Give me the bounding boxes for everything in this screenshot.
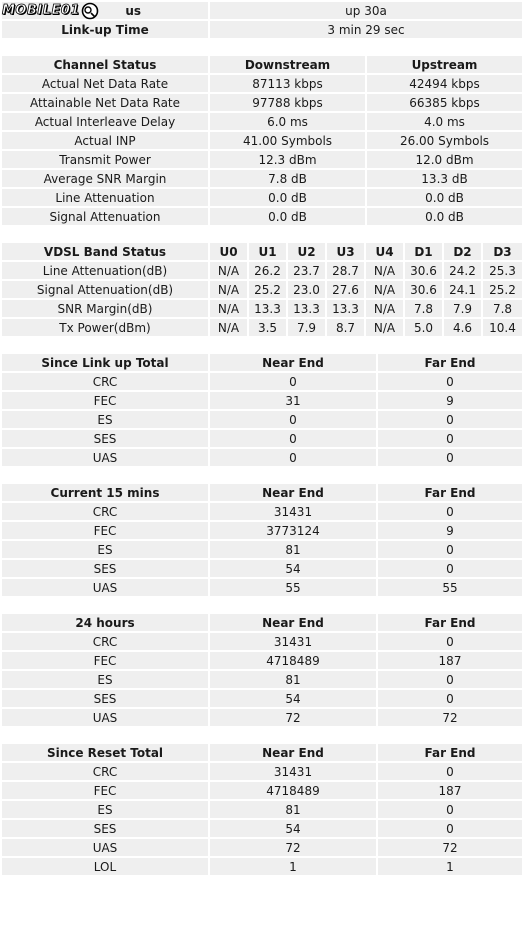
current-15-mins-table [0, 482, 524, 598]
far-end-value: 1 [378, 858, 522, 875]
far-end-value: 0 [378, 541, 522, 558]
far-end-value: 0 [378, 411, 522, 428]
near-end-value: 3773124 [210, 522, 376, 539]
far-end-value: 0 [378, 633, 522, 650]
row-label: FEC [2, 652, 208, 669]
row-label: ES [2, 801, 208, 818]
band-value: 13.3 [249, 300, 286, 317]
table-row [2, 671, 522, 688]
near-end-value: 54 [210, 820, 376, 837]
far-end-value: 0 [378, 763, 522, 780]
band-value: 7.9 [444, 300, 481, 317]
row-label: FEC [2, 392, 208, 409]
row-label: Line Attenuation(dB) [2, 262, 208, 279]
table-row [2, 94, 522, 111]
near-end-value: 72 [210, 709, 376, 726]
table-row [2, 858, 522, 875]
table-row [2, 170, 522, 187]
far-end-value: 0 [378, 430, 522, 447]
row-label: Actual Interleave Delay [2, 113, 208, 130]
column-header: VDSL Band Status [2, 243, 208, 260]
table-row [2, 503, 522, 520]
downstream-value: 12.3 dBm [210, 151, 365, 168]
table-row [2, 411, 522, 428]
table-header-row [2, 484, 522, 501]
far-end-value: 0 [378, 801, 522, 818]
table-row [2, 541, 522, 558]
link-up-time-value: 3 min 29 sec [210, 21, 522, 38]
near-end-value: 0 [210, 449, 376, 466]
band-value: 7.8 [405, 300, 442, 317]
far-end-value: 9 [378, 522, 522, 539]
far-end-value: 0 [378, 449, 522, 466]
upstream-value: 66385 kbps [367, 94, 522, 111]
row-label: UAS [2, 839, 208, 856]
far-end-value: 55 [378, 579, 522, 596]
row-label: FEC [2, 522, 208, 539]
far-end-value: 187 [378, 652, 522, 669]
near-end-value: 1 [210, 858, 376, 875]
row-label: Actual Net Data Rate [2, 75, 208, 92]
row-label: LOL [2, 858, 208, 875]
upstream-value: 0.0 dB [367, 189, 522, 206]
table-row [2, 113, 522, 130]
row-label: CRC [2, 633, 208, 650]
column-header: Current 15 mins [2, 484, 208, 501]
near-end-value: 55 [210, 579, 376, 596]
far-end-value: 187 [378, 782, 522, 799]
band-value: 30.6 [405, 281, 442, 298]
downstream-value: 7.8 dB [210, 170, 365, 187]
column-header: D1 [405, 243, 442, 260]
near-end-value: 54 [210, 560, 376, 577]
band-value: 4.6 [444, 319, 481, 336]
far-end-value: 9 [378, 392, 522, 409]
table-row [2, 449, 522, 466]
row-label: Actual INP [2, 132, 208, 149]
row-label: Line Attenuation [2, 189, 208, 206]
table-row [2, 189, 522, 206]
row-label: CRC [2, 373, 208, 390]
downstream-value: 97788 kbps [210, 94, 365, 111]
row-label: CRC [2, 503, 208, 520]
band-value: N/A [366, 281, 403, 298]
band-value: N/A [366, 300, 403, 317]
band-value: 23.7 [288, 262, 325, 279]
upstream-value: 0.0 dB [367, 208, 522, 225]
table-header-row [2, 243, 522, 260]
table-row [2, 21, 522, 38]
column-header: D2 [444, 243, 481, 260]
band-value: 23.0 [288, 281, 325, 298]
band-value: 7.9 [288, 319, 325, 336]
band-value: N/A [366, 319, 403, 336]
band-value: 28.7 [327, 262, 364, 279]
upstream-value: 26.00 Symbols [367, 132, 522, 149]
near-end-value: 31431 [210, 503, 376, 520]
row-label: ES [2, 411, 208, 428]
upstream-value: 4.0 ms [367, 113, 522, 130]
row-label: UAS [2, 579, 208, 596]
table-header-row [2, 744, 522, 761]
column-header: Near End [210, 484, 376, 501]
row-label: ES [2, 541, 208, 558]
band-value: N/A [210, 262, 247, 279]
band-value: N/A [210, 300, 247, 317]
table-row [2, 300, 522, 317]
channel-status-table [0, 54, 524, 227]
table-row [2, 430, 522, 447]
near-end-value: 54 [210, 690, 376, 707]
band-value: 5.0 [405, 319, 442, 336]
table-row [2, 633, 522, 650]
upstream-value: 13.3 dB [367, 170, 522, 187]
downstream-value: 6.0 ms [210, 113, 365, 130]
table-row [2, 522, 522, 539]
table-row [2, 690, 522, 707]
row-label: SES [2, 430, 208, 447]
column-header: Since Link up Total [2, 354, 208, 371]
column-header: U1 [249, 243, 286, 260]
band-value: 30.6 [405, 262, 442, 279]
row-label: Transmit Power [2, 151, 208, 168]
table-header-row [2, 56, 522, 73]
band-value: 8.7 [327, 319, 364, 336]
far-end-value: 0 [378, 820, 522, 837]
row-label: Signal Attenuation(dB) [2, 281, 208, 298]
near-end-value: 4718489 [210, 782, 376, 799]
band-value: 25.3 [483, 262, 522, 279]
table-row [2, 75, 522, 92]
column-header: Downstream [210, 56, 365, 73]
downstream-value: 0.0 dB [210, 208, 365, 225]
table-row [2, 839, 522, 856]
column-header: 24 hours [2, 614, 208, 631]
far-end-value: 0 [378, 560, 522, 577]
table-row [2, 392, 522, 409]
table-header-row [2, 614, 522, 631]
near-end-value: 31 [210, 392, 376, 409]
column-header: Far End [378, 614, 522, 631]
downstream-value: 41.00 Symbols [210, 132, 365, 149]
table-row [2, 132, 522, 149]
table-row [2, 319, 522, 336]
vdsl-band-status-table [0, 241, 524, 338]
row-label: ES [2, 671, 208, 688]
logo-emblem-icon [81, 2, 99, 20]
near-end-value: 4718489 [210, 652, 376, 669]
column-header: U2 [288, 243, 325, 260]
downstream-value: 0.0 dB [210, 189, 365, 206]
since-link-up-total-table [0, 352, 524, 468]
band-value: 26.2 [249, 262, 286, 279]
upstream-value: 42494 kbps [367, 75, 522, 92]
near-end-value: 0 [210, 430, 376, 447]
band-value: N/A [366, 262, 403, 279]
status-value: up 30a [210, 2, 522, 19]
near-end-value: 0 [210, 373, 376, 390]
table-row [2, 373, 522, 390]
table-row [2, 763, 522, 780]
column-header: Far End [378, 354, 522, 371]
column-header: Far End [378, 744, 522, 761]
row-label: Average SNR Margin [2, 170, 208, 187]
link-up-time-label: Link-up Time [2, 21, 208, 38]
band-value: 3.5 [249, 319, 286, 336]
band-value: 25.2 [249, 281, 286, 298]
table-row [2, 560, 522, 577]
table-row [2, 281, 522, 298]
far-end-value: 0 [378, 671, 522, 688]
band-value: 24.1 [444, 281, 481, 298]
column-header: Channel Status [2, 56, 208, 73]
near-end-value: 72 [210, 839, 376, 856]
table-row [2, 801, 522, 818]
row-label: UAS [2, 709, 208, 726]
band-value: 27.6 [327, 281, 364, 298]
column-header: U3 [327, 243, 364, 260]
band-value: 13.3 [288, 300, 325, 317]
table-row [2, 652, 522, 669]
row-label: UAS [2, 449, 208, 466]
band-value: N/A [210, 319, 247, 336]
status-label: us [125, 3, 141, 18]
table-row [2, 820, 522, 837]
logo-text: MOBILE01 [2, 3, 80, 18]
table-row [2, 709, 522, 726]
mobile01-logo [2, 1, 99, 20]
column-header: Near End [210, 614, 376, 631]
far-end-value: 72 [378, 839, 522, 856]
row-label: SES [2, 690, 208, 707]
table-row [2, 208, 522, 225]
near-end-value: 31431 [210, 763, 376, 780]
near-end-value: 81 [210, 801, 376, 818]
near-end-value: 81 [210, 671, 376, 688]
band-value: 25.2 [483, 281, 522, 298]
table-row [2, 579, 522, 596]
band-value: 24.2 [444, 262, 481, 279]
column-header: Near End [210, 744, 376, 761]
since-reset-total-table [0, 742, 524, 877]
column-header: Since Reset Total [2, 744, 208, 761]
band-value: 7.8 [483, 300, 522, 317]
band-value: N/A [210, 281, 247, 298]
table-row [2, 782, 522, 799]
table-row [2, 151, 522, 168]
far-end-value: 0 [378, 503, 522, 520]
column-header: U4 [366, 243, 403, 260]
row-label: Tx Power(dBm) [2, 319, 208, 336]
far-end-value: 0 [378, 690, 522, 707]
row-label: Attainable Net Data Rate [2, 94, 208, 111]
column-header: Near End [210, 354, 376, 371]
band-value: 13.3 [327, 300, 364, 317]
column-header: U0 [210, 243, 247, 260]
row-label: SES [2, 820, 208, 837]
table-header-row [2, 354, 522, 371]
row-label: SNR Margin(dB) [2, 300, 208, 317]
downstream-value: 87113 kbps [210, 75, 365, 92]
row-label: FEC [2, 782, 208, 799]
table-row [2, 262, 522, 279]
near-end-value: 31431 [210, 633, 376, 650]
column-header: Far End [378, 484, 522, 501]
far-end-value: 72 [378, 709, 522, 726]
upstream-value: 12.0 dBm [367, 151, 522, 168]
near-end-value: 81 [210, 541, 376, 558]
row-label: CRC [2, 763, 208, 780]
band-value: 10.4 [483, 319, 522, 336]
far-end-value: 0 [378, 373, 522, 390]
near-end-value: 0 [210, 411, 376, 428]
column-header: Upstream [367, 56, 522, 73]
row-label: Signal Attenuation [2, 208, 208, 225]
24-hours-table [0, 612, 524, 728]
column-header: D3 [483, 243, 522, 260]
row-label: SES [2, 560, 208, 577]
